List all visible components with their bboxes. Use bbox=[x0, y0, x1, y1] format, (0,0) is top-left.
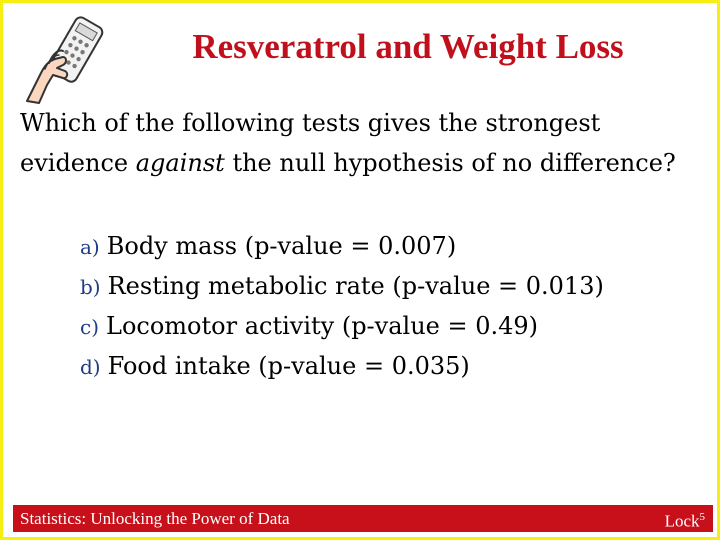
answer-options-list bbox=[80, 226, 710, 386]
question-text-end: the null hypothesis of no difference? bbox=[224, 149, 676, 177]
option-text: Body mass (p-value = 0.007) bbox=[106, 232, 457, 260]
footer-bar bbox=[13, 505, 713, 532]
option-letter: a) bbox=[80, 235, 100, 259]
footer-book-title: Statistics: Unlocking the Power of Data bbox=[20, 509, 290, 528]
question-text bbox=[20, 103, 690, 183]
option-letter: d) bbox=[80, 355, 101, 379]
option-letter: c) bbox=[80, 315, 100, 339]
question-emphasis: against bbox=[135, 149, 225, 177]
option-letter: b) bbox=[80, 275, 101, 299]
answer-option-a bbox=[80, 226, 710, 266]
answer-option-d bbox=[80, 346, 710, 386]
answer-option-b bbox=[80, 266, 710, 306]
slide-title: Resveratrol and Weight Loss bbox=[192, 27, 624, 66]
footer-author-name: Lock bbox=[664, 511, 700, 531]
footer-author bbox=[665, 507, 705, 532]
option-text: Resting metabolic rate (p-value = 0.013) bbox=[107, 272, 604, 300]
footer-author-superscript: 5 bbox=[699, 511, 705, 523]
option-text: Food intake (p-value = 0.035) bbox=[107, 352, 470, 380]
answer-option-c bbox=[80, 306, 710, 346]
hand-holding-clicker-icon bbox=[19, 13, 111, 105]
option-text: Locomotor activity (p-value = 0.49) bbox=[106, 312, 539, 340]
question-text-start: Which of the following tests gives the strongest evidence bbox=[20, 109, 601, 177]
